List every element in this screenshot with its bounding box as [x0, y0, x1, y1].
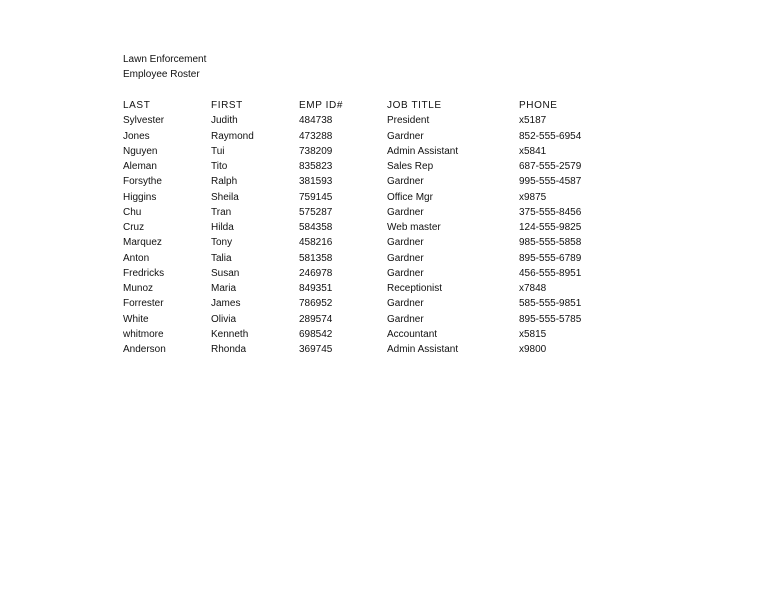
cell-first: James: [211, 298, 241, 310]
table-row: [123, 312, 599, 327]
cell-job-title: Sales Rep: [387, 161, 434, 172]
cell-emp-id: 698542: [299, 328, 333, 340]
cell-job-title: President: [387, 115, 430, 127]
cell-job-title: Accountant: [387, 328, 438, 340]
table-row: [123, 129, 599, 144]
table-header-row: [123, 98, 599, 113]
cell-first: Olivia: [211, 313, 237, 325]
cell-first: Ralph: [211, 176, 238, 188]
table-row: [123, 281, 599, 296]
column-header-emp-id: EMP ID#: [299, 100, 344, 111]
cell-job-title: Gardner: [387, 237, 424, 249]
table-row: [123, 190, 599, 205]
roster-body: [123, 113, 599, 357]
cell-job-title: Admin Assistant: [387, 344, 459, 355]
cell-emp-id: 473288: [299, 130, 333, 142]
table-row: [123, 159, 599, 174]
cell-emp-id: 584358: [299, 222, 333, 233]
company-name: Lawn Enforcement: [123, 54, 207, 65]
cell-last: Jones: [123, 130, 150, 142]
cell-phone: 985-555-5858: [519, 237, 582, 249]
cell-last: Anton: [123, 252, 150, 264]
table-row: [123, 296, 599, 311]
table-row: [123, 342, 599, 357]
table-row: [123, 235, 599, 250]
table-row: [123, 205, 599, 220]
cell-job-title: Office Mgr: [387, 191, 433, 203]
cell-phone: 995-555-4587: [519, 176, 582, 188]
cell-first: Hilda: [211, 222, 234, 233]
cell-job-title: Gardner: [387, 176, 424, 188]
cell-job-title: Gardner: [387, 267, 424, 279]
cell-emp-id: 289574: [299, 313, 333, 325]
cell-last: Munoz: [123, 283, 154, 294]
table-row: [123, 144, 599, 159]
column-header-phone: PHONE: [519, 100, 558, 111]
cell-job-title: Gardner: [387, 130, 424, 142]
cell-first: Susan: [211, 267, 240, 279]
employee-roster-table: [123, 98, 599, 357]
cell-first: Tui: [211, 145, 225, 157]
cell-first: Kenneth: [211, 328, 249, 340]
cell-emp-id: 458216: [299, 237, 333, 249]
table-row: [123, 251, 599, 266]
cell-emp-id: 381593: [299, 176, 333, 188]
table-row: [123, 266, 599, 281]
cell-first: Maria: [211, 283, 237, 294]
cell-phone: 852-555-6954: [519, 130, 582, 142]
cell-last: Nguyen: [123, 145, 158, 157]
cell-emp-id: 246978: [299, 267, 333, 279]
table-row: [123, 220, 599, 235]
cell-job-title: Web master: [387, 222, 441, 233]
cell-last: Aleman: [123, 161, 157, 172]
cell-first: Tran: [211, 206, 232, 218]
cell-first: Raymond: [211, 130, 254, 142]
cell-first: Sheila: [211, 191, 239, 203]
table-row: [123, 174, 599, 189]
cell-emp-id: 759145: [299, 191, 333, 203]
cell-emp-id: 786952: [299, 298, 333, 310]
table-row: [123, 327, 599, 342]
cell-phone: 375-555-8456: [519, 206, 582, 218]
cell-last: Anderson: [123, 344, 166, 355]
cell-phone: x9875: [519, 191, 547, 203]
cell-first: Tony: [211, 237, 233, 249]
cell-last: Marquez: [123, 237, 162, 249]
cell-job-title: Gardner: [387, 206, 424, 218]
cell-first: Talia: [211, 252, 232, 264]
cell-first: Rhonda: [211, 344, 247, 355]
cell-emp-id: 369745: [299, 344, 333, 355]
cell-last: Chu: [123, 206, 142, 218]
cell-emp-id: 738209: [299, 145, 333, 157]
cell-emp-id: 581358: [299, 252, 333, 264]
cell-phone: x7848: [519, 283, 547, 294]
cell-last: whitmore: [123, 328, 164, 340]
cell-last: Higgins: [123, 191, 157, 203]
cell-job-title: Gardner: [387, 252, 424, 264]
column-header-job-title: JOB TITLE: [387, 100, 442, 111]
column-header-first: FIRST: [211, 100, 243, 111]
cell-last: White: [123, 313, 149, 325]
cell-job-title: Admin Assistant: [387, 145, 459, 157]
cell-last: Fredricks: [123, 267, 165, 279]
cell-phone: 895-555-5785: [519, 313, 582, 325]
cell-first: Tito: [211, 161, 228, 172]
cell-phone: 456-555-8951: [519, 267, 582, 279]
cell-job-title: Receptionist: [387, 283, 443, 294]
cell-emp-id: 575287: [299, 206, 333, 218]
cell-last: Sylvester: [123, 115, 165, 127]
cell-phone: 585-555-9851: [519, 298, 582, 310]
table-row: [123, 113, 599, 128]
cell-phone: x5187: [519, 115, 547, 127]
document-subtitle: Employee Roster: [123, 69, 200, 80]
cell-emp-id: 835823: [299, 161, 333, 172]
cell-phone: 687-555-2579: [519, 161, 582, 172]
cell-phone: x9800: [519, 344, 547, 355]
cell-phone: x5841: [519, 145, 547, 157]
cell-last: Cruz: [123, 222, 145, 233]
cell-job-title: Gardner: [387, 298, 424, 310]
cell-emp-id: 484738: [299, 115, 333, 127]
cell-phone: 124-555-9825: [519, 222, 582, 233]
cell-phone: 895-555-6789: [519, 252, 582, 264]
cell-phone: x5815: [519, 328, 547, 340]
column-header-last: LAST: [123, 100, 151, 111]
cell-last: Forrester: [123, 298, 164, 310]
cell-first: Judith: [211, 115, 238, 127]
cell-last: Forsythe: [123, 176, 162, 188]
cell-job-title: Gardner: [387, 313, 424, 325]
cell-emp-id: 849351: [299, 283, 333, 294]
